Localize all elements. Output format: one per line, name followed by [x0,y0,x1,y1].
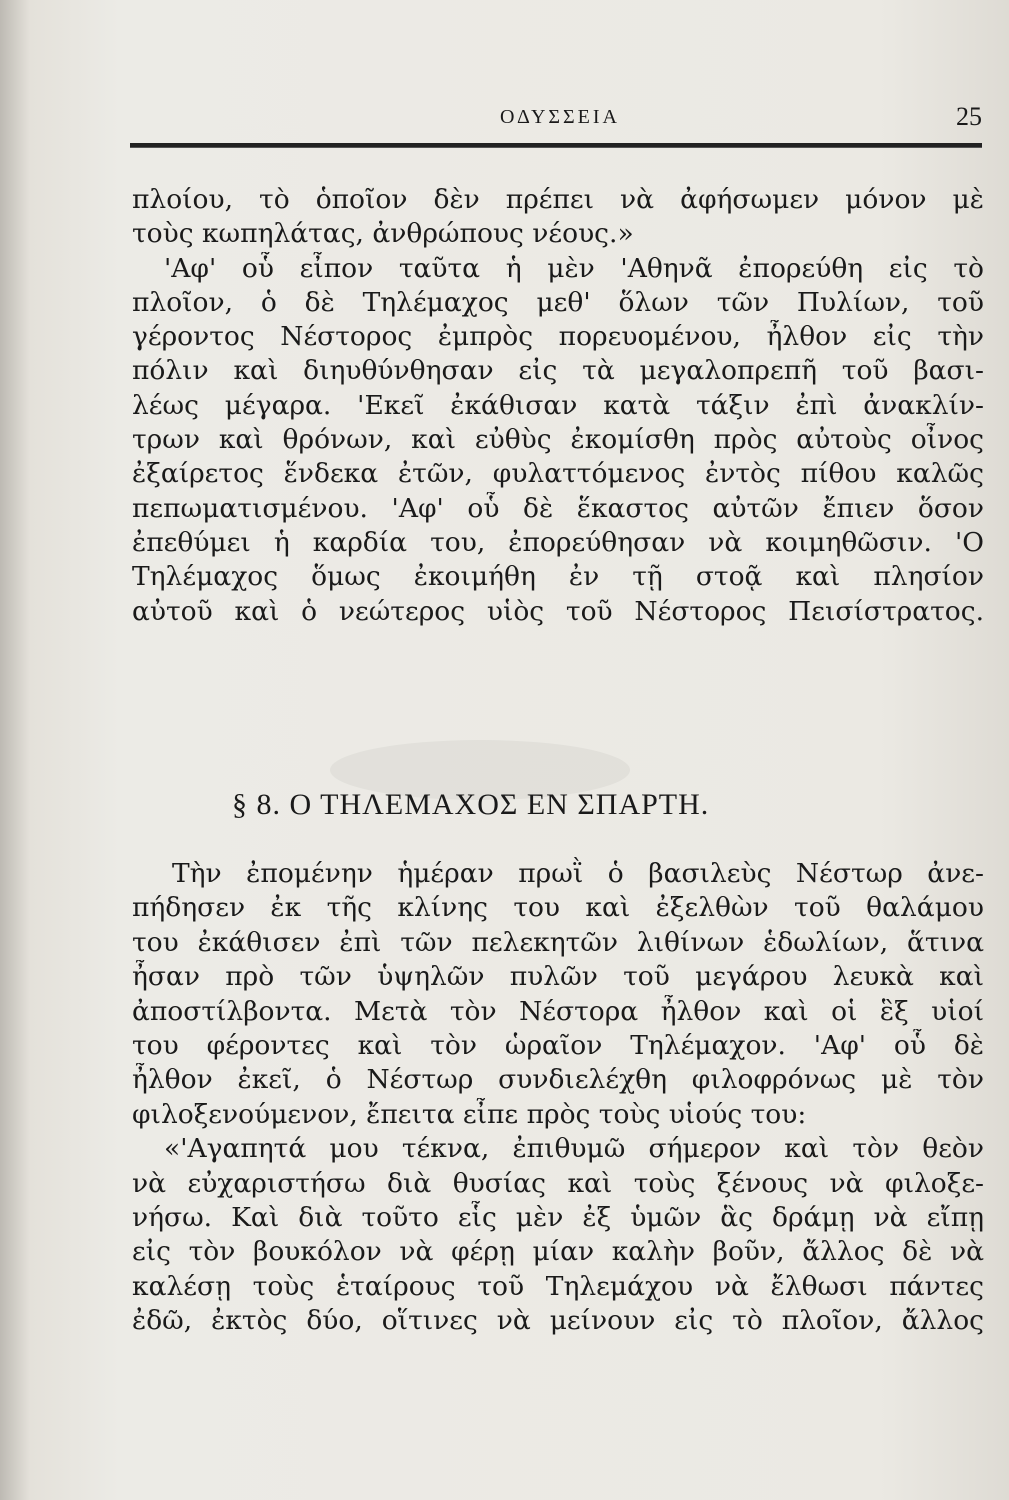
text-line: Τὴν ἐπομένην ἡμέραν πρωῒ ὁ βασιλεὺς Νέστωρ ἀνε- [172,858,984,889]
text-line: φιλοξενούμενον, ἔπειτα εἶπε πρὸς τοὺς υἱούς του: [132,1098,807,1130]
text-line: νὰ εὐχαριστήσω διὰ θυσίας καὶ τοὺς ξένους νὰ φιλοξε- [132,1167,984,1199]
text-line: του φέροντες καὶ τὸν ὡραῖον Τηλέμαχον. 'Αφ' οὗ δὲ [132,1029,984,1061]
text-line: ἐδῶ, ἐκτὸς δύο, οἵτινες νὰ μείνουν εἰς τὸ πλοῖον, ἄλλος [132,1305,984,1337]
text-line: τοὺς κωπηλάτας, ἀνθρώπους νέους.» [132,218,634,250]
page-header [130,100,990,140]
text-line: ἀποστίλβοντα. Μετὰ τὸν Νέστορα ἦλθον καὶ οἱ ἓξ υἱοί [132,995,984,1027]
paragraph-2 [132,857,984,1338]
text-line: νήσω. Καὶ διὰ τοῦτο εἷς μὲν ἐξ ὑμῶν ἃς δράμῃ νὰ εἴπῃ [132,1201,984,1233]
text-line: ἐπεθύμει ἡ καρδία του, ἐπορεύθησαν νὰ κοιμηθῶσιν. 'Ο [132,526,984,558]
text-line: ἦλθον ἐκεῖ, ὁ Νέστωρ συνδιελέχθη φιλοφρόνως μὲ τὸν [132,1064,984,1096]
text-line: εἰς τὸν βουκόλον νὰ φέρῃ μίαν καλὴν βοῦν, ἄλλος δὲ νὰ [132,1236,984,1268]
text-line: πόλιν καὶ διηυθύνθησαν εἰς τὰ μεγαλοπρεπῆ τοῦ βασι- [132,355,984,387]
text-line: τρων καὶ θρόνων, καὶ εὐθὺς ἐκομίσθη πρὸς αὐτοὺς οἶνος [132,424,984,456]
text-line: πεπωματισμένου. 'Αφ' οὗ δὲ ἕκαστος αὐτῶν ἔπιεν ὅσον [132,492,984,524]
running-title: ΟΔΥΣΣΕΙΑ [500,106,620,128]
paragraph-1 [132,183,984,629]
text-line: ἐξαίρετος ἕνδεκα ἐτῶν, φυλαττόμενος ἐντὸς πίθου καλῶς [132,458,984,490]
text-line: «'Αγαπητά μου τέκνα, ἐπιθυμῶ σήμερον καὶ τὸν θεὸν [164,1133,984,1165]
text-line: καλέσῃ τοὺς ἑταίρους τοῦ Τηλεμάχου νὰ ἔλθωσι πάντες [132,1270,984,1302]
text-line: λέως μέγαρα. 'Εκεῖ ἐκάθισαν κατὰ τάξιν ἐπὶ ἀνακλίν- [132,389,984,421]
text-line: 'Αφ' οὗ εἶπον ταῦτα ἡ μὲν 'Αθηνᾶ ἐπορεύθη εἰς τὸ [164,252,984,284]
text-line: πήδησεν ἐκ τῆς κλίνης του καὶ ἐξελθὼν τοῦ θαλάμου [132,892,984,924]
text-line: γέροντος Νέστορος ἐμπρὸς πορευομένου, ἦλθον εἰς τὴν [132,321,984,353]
text-line: του ἐκάθισεν ἐπὶ τῶν πελεκητῶν λιθίνων ἑδωλίων, ἅτινα [132,926,984,958]
page-number: 25 [956,102,982,131]
header-rule [130,143,982,148]
text-line: ἦσαν πρὸ τῶν ὑψηλῶν πυλῶν τοῦ μεγάρου λευκὰ καὶ [132,961,984,993]
text-line: αὐτοῦ καὶ ὁ νεώτερος υἱὸς τοῦ Νέστορος Πεισίστρατος. [132,595,984,627]
text-line: πλοῖον, ὁ δὲ Τηλέμαχος μεθ' ὅλων τῶν Πυλίων, τοῦ [132,286,984,318]
text-line: Τηλέμαχος ὅμως ἐκοιμήθη ἐν τῇ στοᾷ καὶ πλησίον [132,561,984,593]
section-heading: § 8. Ο ΤΗΛΕΜΑΧΟΣ ΕΝ ΣΠΑΡΤΗ. [232,788,710,821]
text-line: πλοίου, τὸ ὁποῖον δὲν πρέπει νὰ ἀφήσωμεν μόνον μὲ [132,184,984,215]
